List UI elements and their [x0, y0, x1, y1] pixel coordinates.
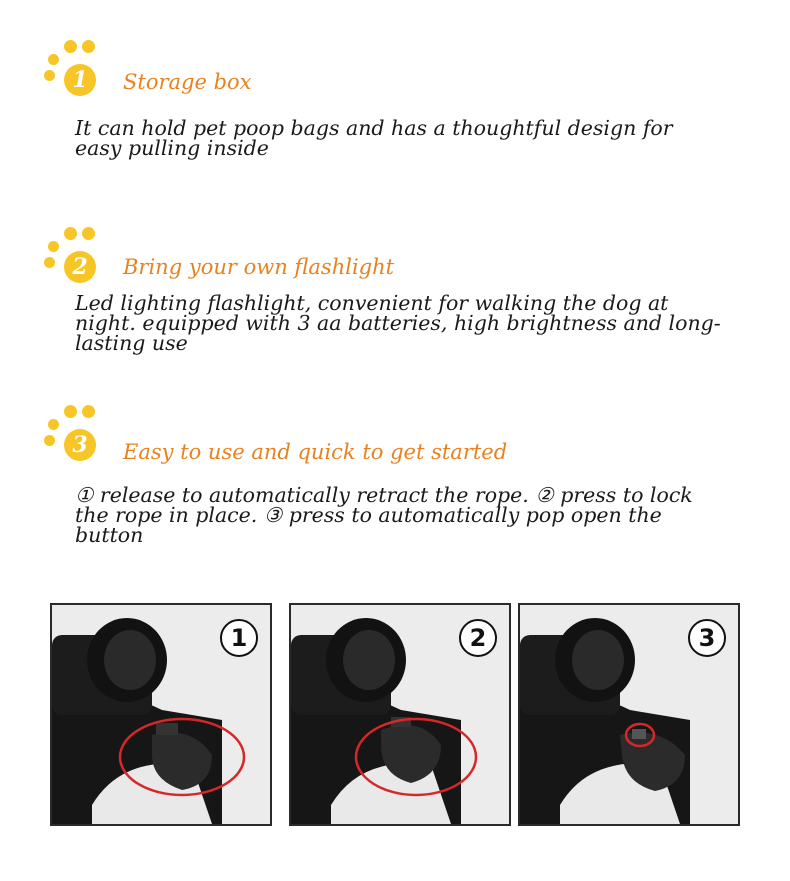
feature-number: 1 — [64, 64, 96, 96]
paw-toe-icon — [64, 227, 77, 240]
paw-number-badge — [44, 40, 110, 100]
feature-title: Easy to use and quick to get started — [123, 440, 508, 464]
paw-toe-icon — [48, 241, 59, 252]
step-number-label: 1 — [220, 619, 258, 657]
feature-number: 3 — [64, 429, 96, 461]
paw-toe-icon — [44, 435, 55, 446]
paw-toe-icon — [64, 40, 77, 53]
paw-number-badge — [44, 405, 110, 465]
leash-photo-release — [50, 603, 272, 826]
paw-toe-icon — [64, 405, 77, 418]
paw-toe-icon — [82, 40, 95, 53]
paw-toe-icon — [82, 227, 95, 240]
paw-toe-icon — [44, 257, 55, 268]
feature-number: 2 — [64, 251, 96, 283]
leash-photo-pop — [518, 603, 740, 826]
step-number-label: 3 — [688, 619, 726, 657]
paw-toe-icon — [48, 419, 59, 430]
feature-description: Led lighting flashlight, convenient for walking the dog at night. equipped with 3 aa batteries, high brightness and long-lasting use — [75, 291, 721, 355]
feature-description: It can hold pet poop bags and has a thoughtful design for easy pulling inside — [75, 116, 673, 160]
paw-toe-icon — [82, 405, 95, 418]
feature-title: Bring your own flashlight — [123, 255, 395, 279]
paw-toe-icon — [44, 70, 55, 81]
step-number-label: 2 — [459, 619, 497, 657]
paw-toe-icon — [48, 54, 59, 65]
paw-number-badge — [44, 227, 110, 287]
leash-photo-lock — [289, 603, 511, 826]
feature-description: ① release to automatically retract the rope. ② press to lock the rope in place. ③ press to automatically pop open the button — [75, 483, 693, 547]
feature-title: Storage box — [123, 70, 252, 94]
